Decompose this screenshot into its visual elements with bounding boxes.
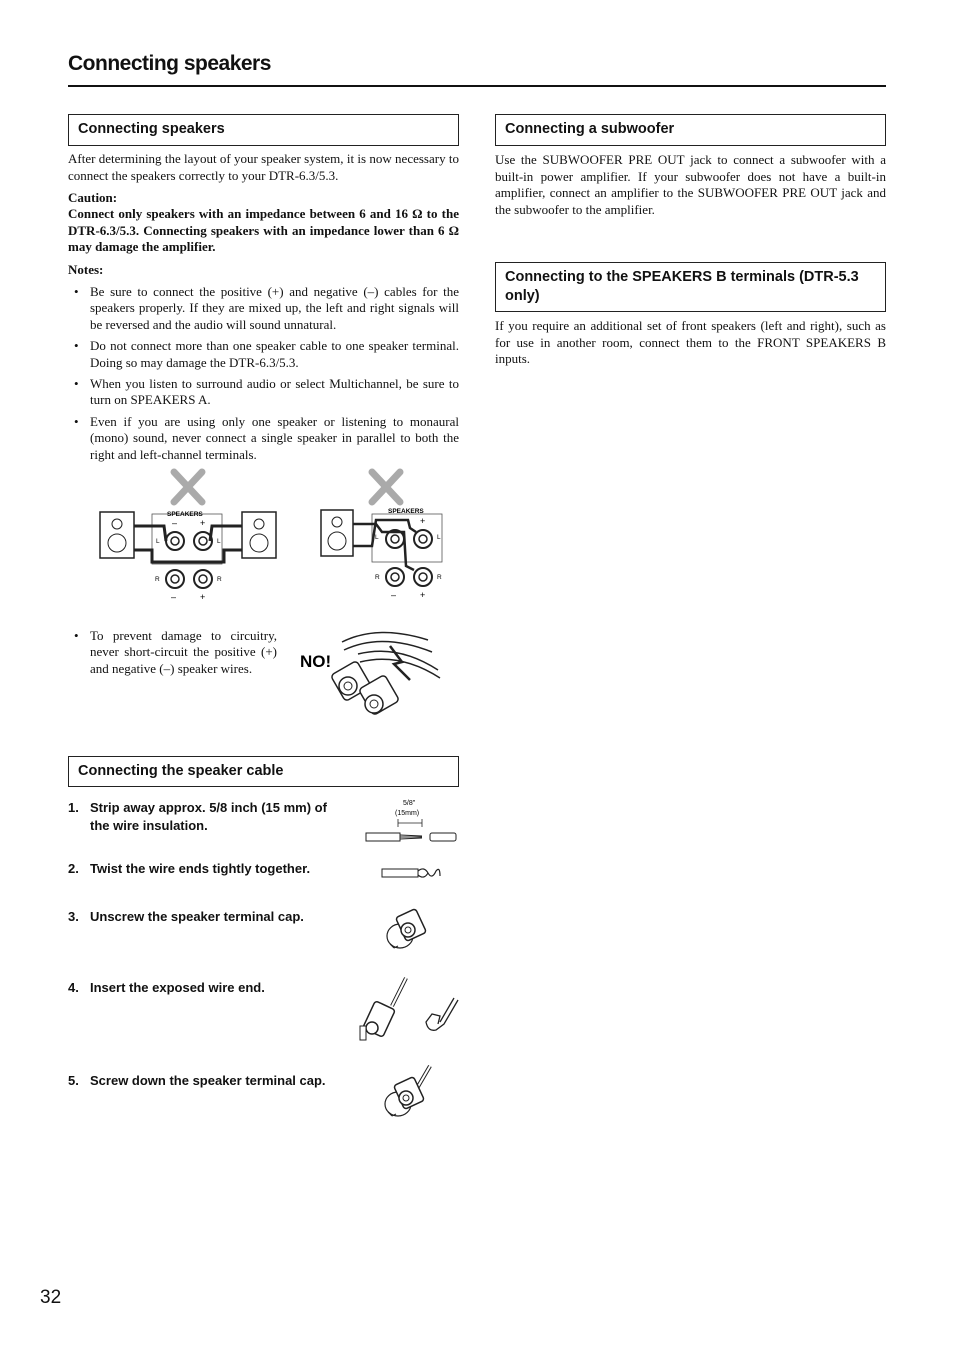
speakers-label: SPEAKERS (388, 508, 424, 515)
terminal-icon (194, 532, 212, 550)
unscrew-cap-illustration (384, 906, 432, 952)
note-item: • Be sure to connect the positive (+) and negative (–) cables for the speakers properly. If they are mixed up, the left and right signals will be reversed and the audio will sound unnatural. (68, 284, 459, 333)
caution-text: Connect only speakers with an impedance between 6 and 16 Ω to the DTR-6.3/5.3. Connecting speakers with an impedance lower than 6 Ω may damage the amplifier. (68, 206, 459, 255)
svg-text:L: L (437, 534, 441, 541)
r-label: R (155, 576, 160, 583)
terminal-icon (386, 568, 404, 586)
note-item: • Even if you are using only one speaker or listening to monaural (mono) sound, never connect a single speaker in parallel to both the right and left-channel terminals. (68, 414, 459, 463)
terminal-icon (166, 532, 184, 550)
twist-wire-illustration (380, 862, 444, 884)
terminal-icon (414, 530, 432, 548)
intro-paragraph: After determining the layout of your speaker system, it is now necessary to connect the speakers correctly to your DTR-6.3/5.3. (68, 151, 459, 183)
terminal-icon (194, 570, 212, 588)
caution-label: Caution: (68, 190, 118, 205)
svg-text:L: L (375, 534, 379, 541)
no-label: NO! (300, 652, 332, 671)
step-2: 2. Twist the wire ends tightly together. (68, 861, 311, 876)
notes-list (68, 284, 459, 468)
step-4: 4. Insert the exposed wire end. (68, 980, 265, 995)
r-label: R (217, 576, 222, 583)
l-label: L (156, 538, 160, 545)
svg-text:–: – (171, 592, 177, 602)
page-title: Connecting speakers (68, 52, 271, 75)
svg-text:+: + (200, 592, 206, 602)
screw-cap-illustration (382, 1064, 436, 1122)
insert-wire-illustration (354, 976, 460, 1044)
terminal-icon (414, 568, 432, 586)
svg-text:+: + (420, 590, 426, 600)
l-label: L (217, 538, 221, 545)
section-heading-subwoofer: Connecting a subwoofer (495, 114, 886, 146)
minus-label: – (172, 518, 178, 528)
section-heading-speaker-cable: Connecting the speaker cable (68, 756, 459, 787)
speakers-b-paragraph: If you require an additional set of front speakers (left and right), such as for use in another room, connect them to the FRONT SPEAKERS B inputs. (495, 318, 886, 367)
note-item: • When you listen to surround audio or select Multichannel, be sure to turn on SPEAKERS A. (68, 376, 459, 409)
svg-text:R: R (375, 574, 380, 581)
subwoofer-paragraph: Use the SUBWOOFER PRE OUT jack to connect a subwoofer with a built-in power amplifier. If your subwoofer does not have a built-in amplifier, connect an amplifier to the SUBWOOFER PRE OUT jack and the subwoofer to the amplifier. (495, 152, 886, 217)
step-5: 5. Screw down the speaker terminal cap. (68, 1073, 326, 1088)
svg-text:5/8": 5/8" (403, 800, 416, 807)
svg-text:–: – (391, 590, 397, 600)
svg-text:+: + (420, 516, 426, 526)
x-mark-icon (174, 472, 202, 502)
svg-text:R: R (437, 574, 442, 581)
section-heading-speakers-b: Connecting to the SPEAKERS B terminals (DTR-5.3 only) (495, 262, 886, 312)
title-divider (68, 85, 886, 87)
wrong-wiring-diagram-2 (316, 466, 466, 606)
strip-wire-illustration (364, 796, 460, 850)
step-3: 3. Unscrew the speaker terminal cap. (68, 909, 304, 924)
x-mark-icon (372, 472, 400, 502)
page-number: 32 (40, 1287, 62, 1308)
step-1: 1. Strip away approx. 5/8 inch (15 mm) of the wire insulation. (68, 800, 327, 833)
speakers-label: SPEAKERS (167, 511, 203, 518)
short-circuit-illustration (298, 624, 444, 724)
note-item: • Do not connect more than one speaker cable to one speaker terminal. Doing so may damage the DTR-6.3/5.3. (68, 338, 459, 371)
short-circuit-note: • To prevent damage to circuitry, never short-circuit the positive (+) and negative (–) speaker wires. (68, 628, 277, 682)
plus-label: + (200, 518, 206, 528)
svg-text:(15mm): (15mm) (395, 810, 420, 817)
section-heading-connecting-speakers: Connecting speakers (68, 114, 459, 146)
terminal-icon (166, 570, 184, 588)
wrong-wiring-diagram-1 (96, 466, 280, 606)
notes-label: Notes: (68, 262, 104, 277)
